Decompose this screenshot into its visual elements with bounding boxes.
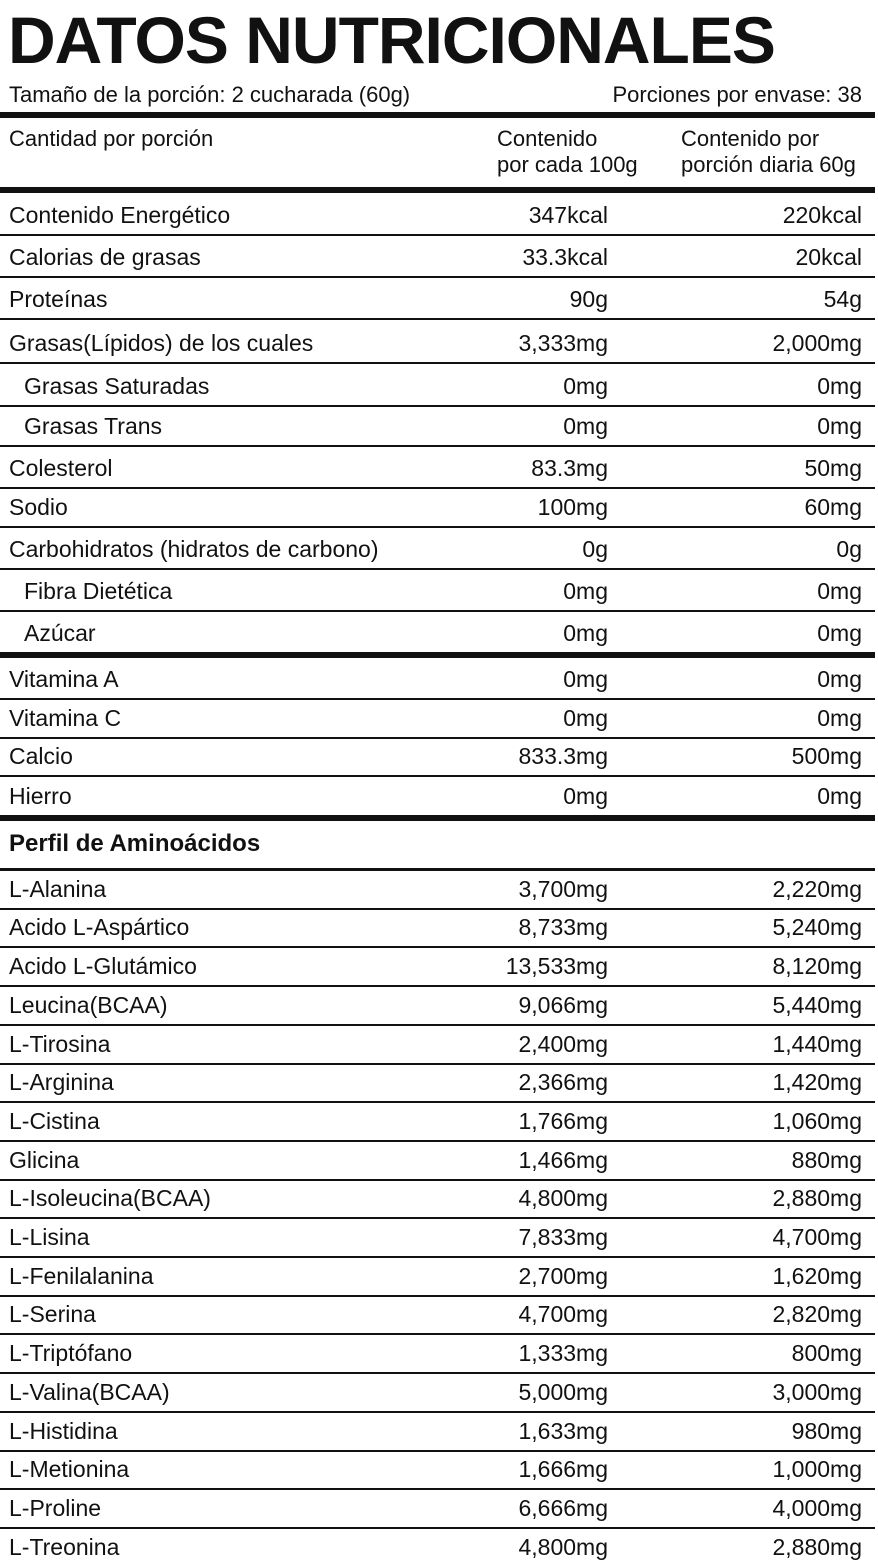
row-label: Acido L-Glutámico: [9, 953, 197, 979]
amino-acid-row: [0, 1335, 878, 1372]
row-label: Sodio: [9, 494, 68, 520]
value-per-serving: 0mg: [817, 578, 862, 604]
vitamin-row: [0, 739, 878, 775]
row-label: Carbohidratos (hidratos de carbono): [9, 536, 379, 562]
value-per-100g: 90g: [569, 286, 608, 312]
value-per-serving: 0g: [836, 536, 862, 562]
value-per-serving: 60mg: [804, 494, 862, 520]
nutrient-row: [0, 528, 878, 568]
row-label: Hierro: [9, 783, 72, 809]
value-per-100g: 1,466mg: [518, 1147, 608, 1173]
value-per-100g: 0mg: [563, 620, 608, 646]
row-label: L-Tirosina: [9, 1031, 111, 1057]
value-per-serving: 2,220mg: [772, 876, 862, 902]
value-per-100g: 3,700mg: [518, 876, 608, 902]
value-per-serving: 1,440mg: [772, 1031, 862, 1057]
value-per-100g: 7,833mg: [518, 1224, 608, 1250]
row-label: Fibra Dietética: [24, 578, 173, 604]
nutrient-row: [0, 364, 878, 405]
vitamin-row: [0, 658, 878, 698]
nutrient-row: [0, 193, 878, 234]
value-per-serving: 1,060mg: [772, 1108, 862, 1134]
value-per-100g: 1,633mg: [518, 1418, 608, 1444]
value-per-100g: 33.3kcal: [522, 244, 608, 270]
row-label: Grasas Trans: [24, 413, 163, 439]
row-label: L-Fenilalanina: [9, 1263, 154, 1289]
header-per-100g: [497, 126, 638, 178]
value-per-100g: 2,366mg: [518, 1069, 608, 1095]
value-per-serving: 3,000mg: [772, 1379, 862, 1405]
row-label: Contenido Energético: [9, 202, 231, 228]
header-amount-per-serving: Cantidad por porción: [9, 126, 214, 151]
value-per-100g: 0mg: [563, 373, 608, 399]
value-per-100g: 0mg: [563, 666, 608, 692]
value-per-100g: 4,800mg: [518, 1534, 608, 1560]
vitamin-row: [0, 777, 878, 815]
nutrient-row: [0, 320, 878, 362]
row-label: Proteínas: [9, 286, 108, 312]
value-per-100g: 4,800mg: [518, 1185, 608, 1211]
amino-acid-row: [0, 1258, 878, 1295]
value-per-100g: 0mg: [563, 578, 608, 604]
row-label: L-Isoleucina(BCAA): [9, 1185, 211, 1211]
nutrient-row: [0, 570, 878, 610]
value-per-100g: 3,333mg: [518, 330, 608, 356]
value-per-100g: 4,700mg: [518, 1301, 608, 1327]
header-per-100g-line2: por cada 100g: [497, 152, 638, 177]
servings-per-container: Porciones por envase: 38: [612, 82, 862, 107]
value-per-serving: 8,120mg: [772, 953, 862, 979]
value-per-100g: 0mg: [563, 705, 608, 731]
row-label: Azúcar: [24, 620, 96, 646]
row-label: Colesterol: [9, 455, 113, 481]
value-per-100g: 100mg: [537, 494, 608, 520]
value-per-100g: 9,066mg: [518, 992, 608, 1018]
amino-acid-row: [0, 987, 878, 1024]
row-label: L-Proline: [9, 1495, 102, 1521]
value-per-serving: 5,440mg: [772, 992, 862, 1018]
amino-acid-row: [0, 871, 878, 908]
value-per-serving: 980mg: [791, 1418, 862, 1444]
page-title: DATOS NUTRICIONALES: [8, 3, 775, 77]
row-label: Grasas(Lípidos) de los cuales: [9, 330, 314, 356]
amino-acid-row: [0, 1297, 878, 1333]
row-label: L-Treonina: [9, 1534, 120, 1560]
amino-acid-row: [0, 1219, 878, 1256]
value-per-100g: 0g: [582, 536, 608, 562]
amino-acid-row: [0, 1452, 878, 1488]
value-per-100g: 1,766mg: [518, 1108, 608, 1134]
value-per-100g: 1,666mg: [518, 1456, 608, 1482]
row-label: Calcio: [9, 743, 73, 769]
row-label: L-Lisina: [9, 1224, 90, 1250]
value-per-serving: 54g: [823, 286, 862, 312]
nutrient-row: [0, 612, 878, 652]
value-per-serving: 2,000mg: [772, 330, 862, 356]
value-per-serving: 5,240mg: [772, 914, 862, 940]
row-label: L-Alanina: [9, 876, 107, 902]
row-label: Vitamina C: [9, 705, 122, 731]
value-per-serving: 2,880mg: [772, 1185, 862, 1211]
value-per-serving: 4,700mg: [772, 1224, 862, 1250]
amino-section-title: Perfil de Aminoácidos: [9, 830, 261, 857]
row-label: Glicina: [9, 1147, 80, 1173]
value-per-serving: 500mg: [791, 743, 862, 769]
row-label: L-Triptófano: [9, 1340, 133, 1366]
amino-acid-row: [0, 1529, 878, 1566]
value-per-serving: 2,880mg: [772, 1534, 862, 1560]
rule-vitamins-bottom: [0, 815, 875, 821]
amino-acid-row: [0, 1026, 878, 1063]
row-label: L-Arginina: [9, 1069, 114, 1095]
value-per-100g: 6,666mg: [518, 1495, 608, 1521]
row-label: Grasas Saturadas: [24, 373, 210, 399]
value-per-100g: 2,700mg: [518, 1263, 608, 1289]
header-per-serving-line1: Contenido por: [681, 126, 820, 151]
value-per-100g: 833.3mg: [518, 743, 608, 769]
amino-acid-row: [0, 1490, 878, 1527]
amino-acid-row: [0, 1413, 878, 1450]
value-per-serving: 50mg: [804, 455, 862, 481]
value-per-serving: 800mg: [791, 1340, 862, 1366]
value-per-100g: 5,000mg: [518, 1379, 608, 1405]
nutrient-row: [0, 447, 878, 487]
amino-acid-row: [0, 910, 878, 946]
value-per-100g: 1,333mg: [518, 1340, 608, 1366]
value-per-serving: 1,420mg: [772, 1069, 862, 1095]
value-per-serving: 0mg: [817, 783, 862, 809]
row-label: L-Metionina: [9, 1456, 130, 1482]
value-per-serving: 0mg: [817, 705, 862, 731]
row-label: L-Histidina: [9, 1418, 118, 1444]
value-per-100g: 8,733mg: [518, 914, 608, 940]
amino-acid-row: [0, 1181, 878, 1217]
row-label: L-Serina: [9, 1301, 96, 1327]
row-label: L-Valina(BCAA): [9, 1379, 170, 1405]
header-per-serving: [681, 126, 856, 178]
rule-top: [0, 112, 875, 118]
value-per-100g: 0mg: [563, 413, 608, 439]
value-per-100g: 13,533mg: [505, 953, 608, 979]
value-per-100g: 2,400mg: [518, 1031, 608, 1057]
nutrient-row: [0, 407, 878, 445]
row-label: Leucina(BCAA): [9, 992, 168, 1018]
value-per-serving: 220kcal: [782, 202, 862, 228]
row-label: L-Cistina: [9, 1108, 100, 1134]
amino-acid-row: [0, 1065, 878, 1101]
amino-acid-row: [0, 948, 878, 985]
value-per-serving: 0mg: [817, 413, 862, 439]
value-per-100g: 347kcal: [528, 202, 608, 228]
row-label: Acido L-Aspártico: [9, 914, 190, 940]
amino-acid-row: [0, 1103, 878, 1140]
value-per-100g: 83.3mg: [531, 455, 608, 481]
value-per-serving: 20kcal: [795, 244, 862, 270]
nutrient-row: [0, 236, 878, 276]
value-per-serving: 2,820mg: [772, 1301, 862, 1327]
value-per-serving: 0mg: [817, 620, 862, 646]
value-per-100g: 0mg: [563, 783, 608, 809]
row-label: Vitamina A: [9, 666, 119, 692]
serving-size: Tamaño de la porción: 2 cucharada (60g): [9, 82, 411, 107]
value-per-serving: 880mg: [791, 1147, 862, 1173]
header-per-serving-line2: porción diaria 60g: [681, 152, 856, 177]
row-label: Calorias de grasas: [9, 244, 201, 270]
amino-acid-row: [0, 1374, 878, 1411]
value-per-serving: 0mg: [817, 373, 862, 399]
value-per-serving: 1,620mg: [772, 1263, 862, 1289]
nutrient-row: [0, 489, 878, 526]
header-per-100g-line1: Contenido: [497, 126, 598, 151]
amino-acid-row: [0, 1142, 878, 1179]
value-per-serving: 4,000mg: [772, 1495, 862, 1521]
value-per-serving: 1,000mg: [772, 1456, 862, 1482]
nutrient-row: [0, 278, 878, 318]
value-per-serving: 0mg: [817, 666, 862, 692]
vitamin-row: [0, 700, 878, 737]
